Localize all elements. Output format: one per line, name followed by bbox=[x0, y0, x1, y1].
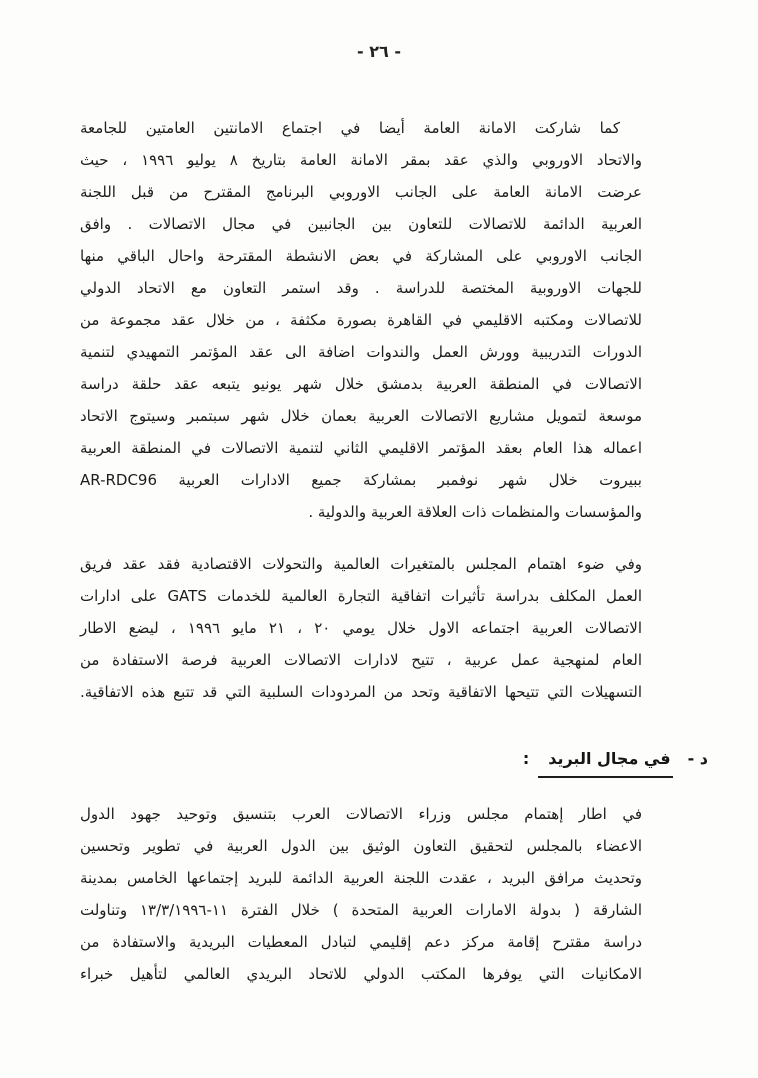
text-line: للاتصالات ومكتبه الاقليمي في القاهرة بصورة مكثفة ، من خلال عقد مجموعة من bbox=[80, 311, 642, 329]
text-line-sharjah-date: الشارقة ( بدولة الامارات العربية المتحدة ) خلال الفترة ١١-١٣/٣/١٩٩٦ وتناولت bbox=[80, 901, 643, 919]
text-line: الجانب الاوروبي على المشاركة في بعض الانشطة المقترحة واحال الباقي منها bbox=[80, 247, 642, 265]
text-line: والاتحاد الاوروبي والذي عقد بمقر الامانة العامة بتاريخ ٨ يوليو ١٩٩٦ ، حيث bbox=[80, 151, 642, 169]
heading-title: في مجال البريد bbox=[538, 744, 672, 778]
text-line: موسعة لتمويل مشاريع الاتصالات العربية بعمان خلال شهر سبتمبر وسيتوج الاتحاد bbox=[80, 407, 642, 425]
paragraph-secretariat-cooperation bbox=[80, 112, 642, 528]
text-line: الدورات التدريبية وورش العمل والندوات اضافة الى عقد المؤتمر التمهيدي لتنمية bbox=[80, 343, 642, 361]
text-line: في اطار إهتمام مجلس وزراء الاتصالات العرب بتنسيق وتوحيد جهود الدول bbox=[80, 805, 642, 823]
paragraph-gats-workgroup bbox=[80, 548, 642, 708]
text-line: وتحديث مرافق البريد ، عقدت اللجنة العربية الدائمة للبريد إجتماعها الخامس بمدينة bbox=[80, 869, 642, 887]
text-line-ar-rdc96: ببيروت خلال شهر نوفمبر بمشاركة جميع الادارات العربية AR-RDC96 bbox=[80, 471, 642, 489]
text-line: وفي ضوء اهتمام المجلس بالمتغيرات العالمية والتحولات الاقتصادية فقد عقد فريق bbox=[80, 555, 642, 573]
paragraph-postal-committee bbox=[80, 798, 642, 990]
page-number: - ٢٦ - bbox=[357, 42, 401, 61]
text-line: العام لمنهجية عمل عربية ، تتيح لادارات الاتصالات العربية فرصة الاستفادة من bbox=[80, 651, 642, 669]
section-heading-postal bbox=[523, 744, 708, 778]
text-line: التسهيلات التي تتيحها الاتفاقية وتحد من المردودات السلبية التي قد تتبع هذه الاتفاقية. bbox=[80, 683, 642, 701]
text-line: العربية الدائمة للاتصالات للتعاون بين الجانبين في مجال الاتصالات . وافق bbox=[80, 215, 642, 233]
text-line: كما شاركت الامانة العامة أيضا في اجتماع الامانتين العامتين للجامعة bbox=[80, 119, 620, 137]
text-line: الامكانيات التي يوفرها المكتب الدولي للاتحاد البريدي العالمي لتأهيل خبراء bbox=[80, 965, 642, 983]
heading-marker: د - bbox=[687, 749, 708, 768]
text-line: عرضت الامانة العامة على الجانب الاوروبي البرنامج المقترح من قبل اللجنة bbox=[80, 183, 642, 201]
text-line: دراسة مقترح إقامة مركز دعم إقليمي لتبادل المعطيات البريدية والاستفادة من bbox=[80, 933, 642, 951]
text-line: والمؤسسات والمنظمات ذات العلاقة العربية والدولية . bbox=[308, 503, 642, 521]
text-line: للجهات الاوروبية المختصة للدراسة . وقد استمر التعاون مع الاتحاد الدولي bbox=[80, 279, 642, 297]
text-line: الاتصالات في المنطقة العربية بدمشق خلال شهر يونيو يتبعه عقد حلقة دراسة bbox=[80, 375, 642, 393]
text-line: الاتصالات العربية اجتماعه الاول خلال يومي ٢٠ ، ٢١ مايو ١٩٩٦ ، ليضع الاطار bbox=[80, 619, 642, 637]
text-line: اعماله هذا العام بعقد المؤتمر الاقليمي الثاني لتنمية الاتصالات في المنطقة العربية bbox=[80, 439, 642, 457]
heading-colon: : bbox=[522, 749, 530, 768]
text-line-gats: العمل المكلف بدراسة تأثيرات اتفاقية التجارة العالمية للخدمات GATS على ادارات bbox=[80, 587, 642, 605]
text-line: الاعضاء بالمجلس لتحقيق التعاون الوثيق بين الدول العربية في تطوير وتحسين bbox=[80, 837, 642, 855]
